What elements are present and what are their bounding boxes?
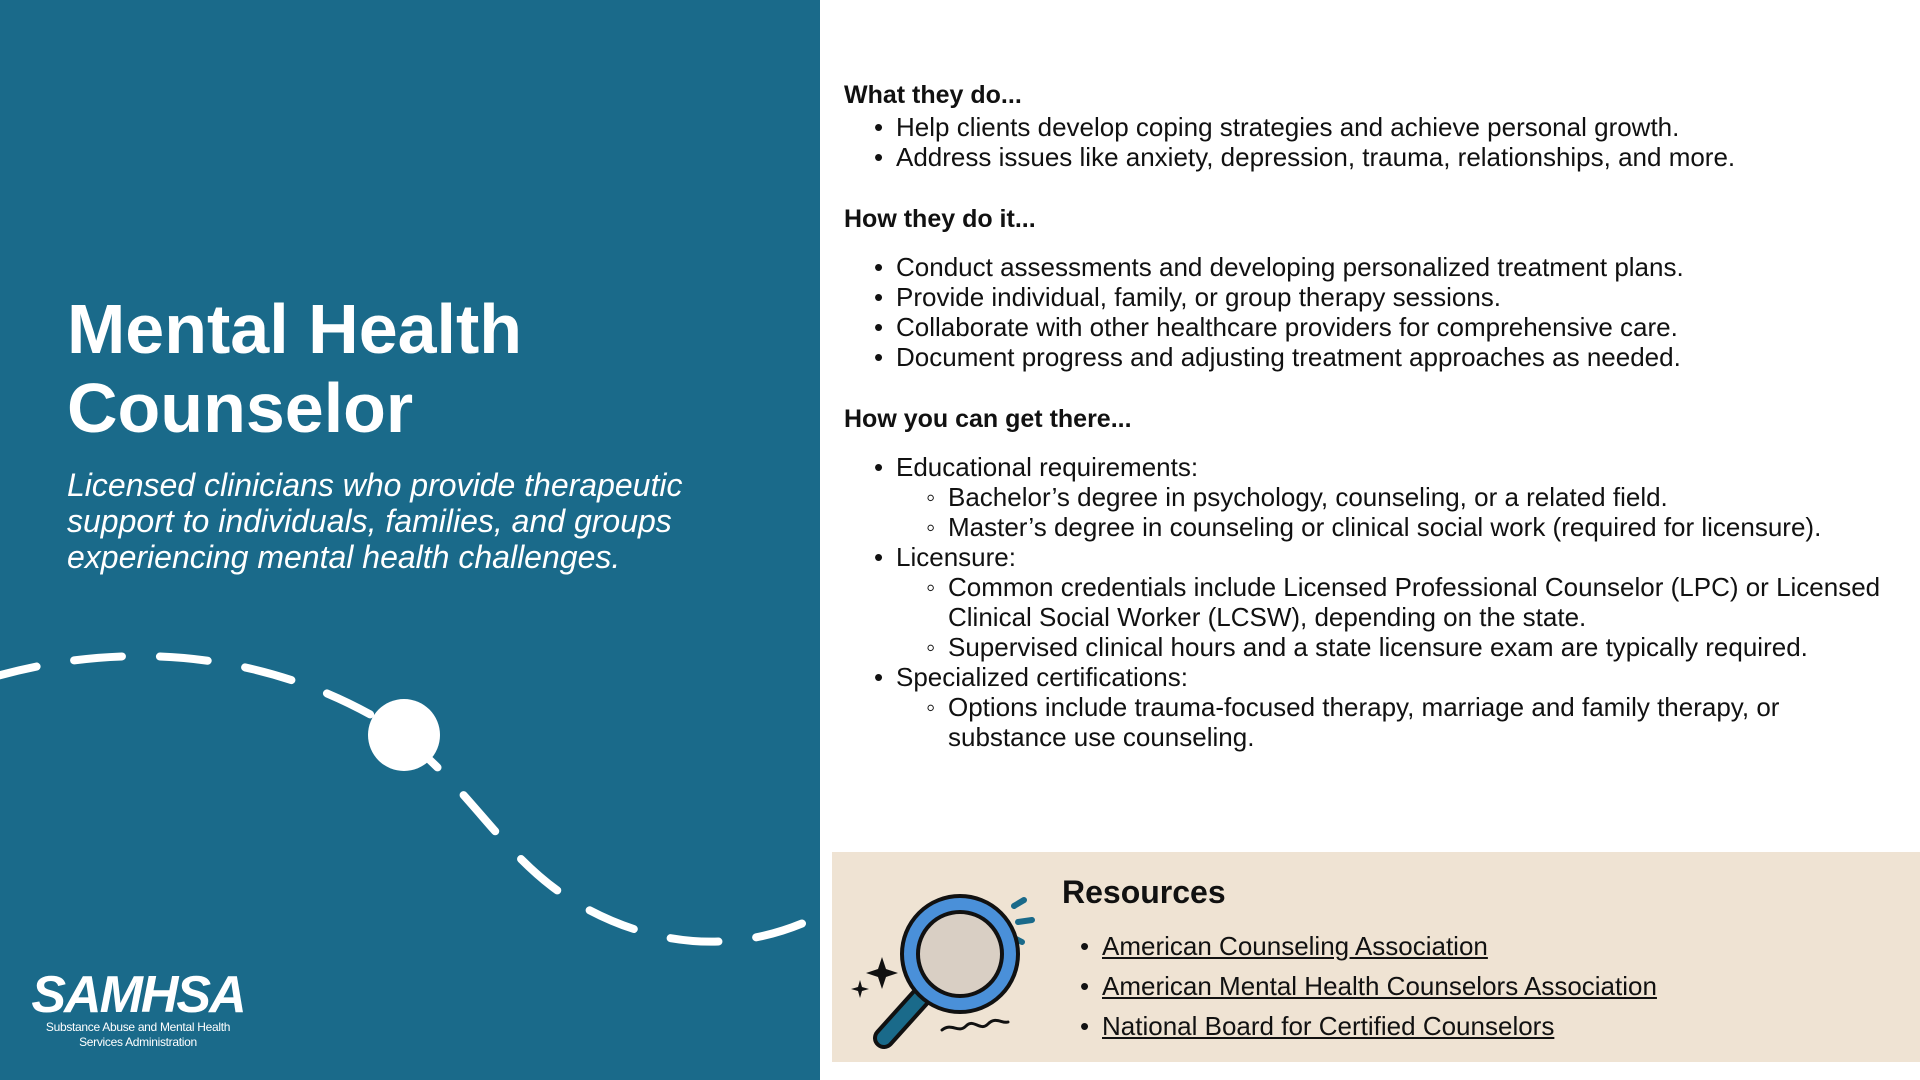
list-item: • Conduct assessments and developing personalized treatment plans. <box>896 252 1904 282</box>
list-item: • Address issues like anxiety, depression, trauma, relationships, and more. <box>896 142 1904 172</box>
subtitle-line-1: Licensed clinicians who provide therapeutic <box>67 467 683 503</box>
list-item <box>1102 1006 1657 1046</box>
nbcc-link[interactable]: National Board for Certified Counselors <box>1102 1011 1555 1041</box>
left-panel <box>0 0 820 1080</box>
licensure-sublist <box>896 572 1904 662</box>
path-list <box>844 452 1904 752</box>
samhsa-logo <box>28 966 248 1050</box>
list-item <box>1102 926 1657 966</box>
subtitle-line-2: support to individuals, families, and groups <box>67 503 672 539</box>
main-content <box>844 78 1904 752</box>
list-item <box>896 452 1904 542</box>
certifications-sublist <box>896 692 1904 752</box>
list-item: ◦ Master’s degree in counseling or clinical social work (required for licensure). <box>948 512 1904 542</box>
list-item: • Document progress and adjusting treatment approaches as needed. <box>896 342 1904 372</box>
amhca-link[interactable]: American Mental Health Counselors Association <box>1102 971 1657 1001</box>
title-line-2: Counselor <box>67 369 414 447</box>
subtitle-line-3: experiencing mental health challenges. <box>67 539 621 575</box>
list-item: ◦ Supervised clinical hours and a state licensure exam are typically required. <box>948 632 1904 662</box>
list-item: • Collaborate with other healthcare providers for comprehensive care. <box>896 312 1904 342</box>
page-title <box>67 290 522 448</box>
list-item <box>896 542 1904 662</box>
list-item: ◦ Options include trauma-focused therapy, marriage and family therapy, or substance use counseling. <box>948 692 1904 752</box>
page-subtitle <box>67 467 767 575</box>
logo-subtext-2: Services Administration <box>79 1035 197 1049</box>
certifications-label: Specialized certifications: <box>896 662 1188 692</box>
logo-subtext-1: Substance Abuse and Mental Health <box>45 1020 231 1034</box>
list-item <box>896 662 1904 752</box>
list-item: • Provide individual, family, or group therapy sessions. <box>896 282 1904 312</box>
title-line-1: Mental Health <box>67 290 523 368</box>
list-item: ◦ Common credentials include Licensed Professional Counselor (LPC) or Licensed Clinical Social Worker (LCSW), depending on the state. <box>948 572 1904 632</box>
list-item: ◦ Bachelor’s degree in psychology, counseling, or a related field. <box>948 482 1904 512</box>
resources-list <box>1102 926 1657 1046</box>
education-label: Educational requirements: <box>896 452 1199 482</box>
how-list <box>844 252 1904 372</box>
path-heading: How you can get there... <box>844 405 1132 433</box>
education-sublist <box>896 482 1904 542</box>
aca-link[interactable]: American Counseling Association <box>1102 931 1488 961</box>
path-dot <box>368 699 440 771</box>
how-heading: How they do it... <box>844 205 1036 233</box>
list-item: • Help clients develop coping strategies and achieve personal growth. <box>896 112 1904 142</box>
magnifier-icon <box>842 872 1052 1052</box>
what-heading: What they do... <box>844 81 1022 109</box>
what-list <box>844 112 1904 172</box>
licensure-label: Licensure: <box>896 542 1016 572</box>
logo-wordmark: SAMHSA <box>31 966 245 1024</box>
list-item <box>1102 966 1657 1006</box>
resources-heading: Resources <box>1062 874 1226 910</box>
resources-box <box>832 852 1920 1062</box>
